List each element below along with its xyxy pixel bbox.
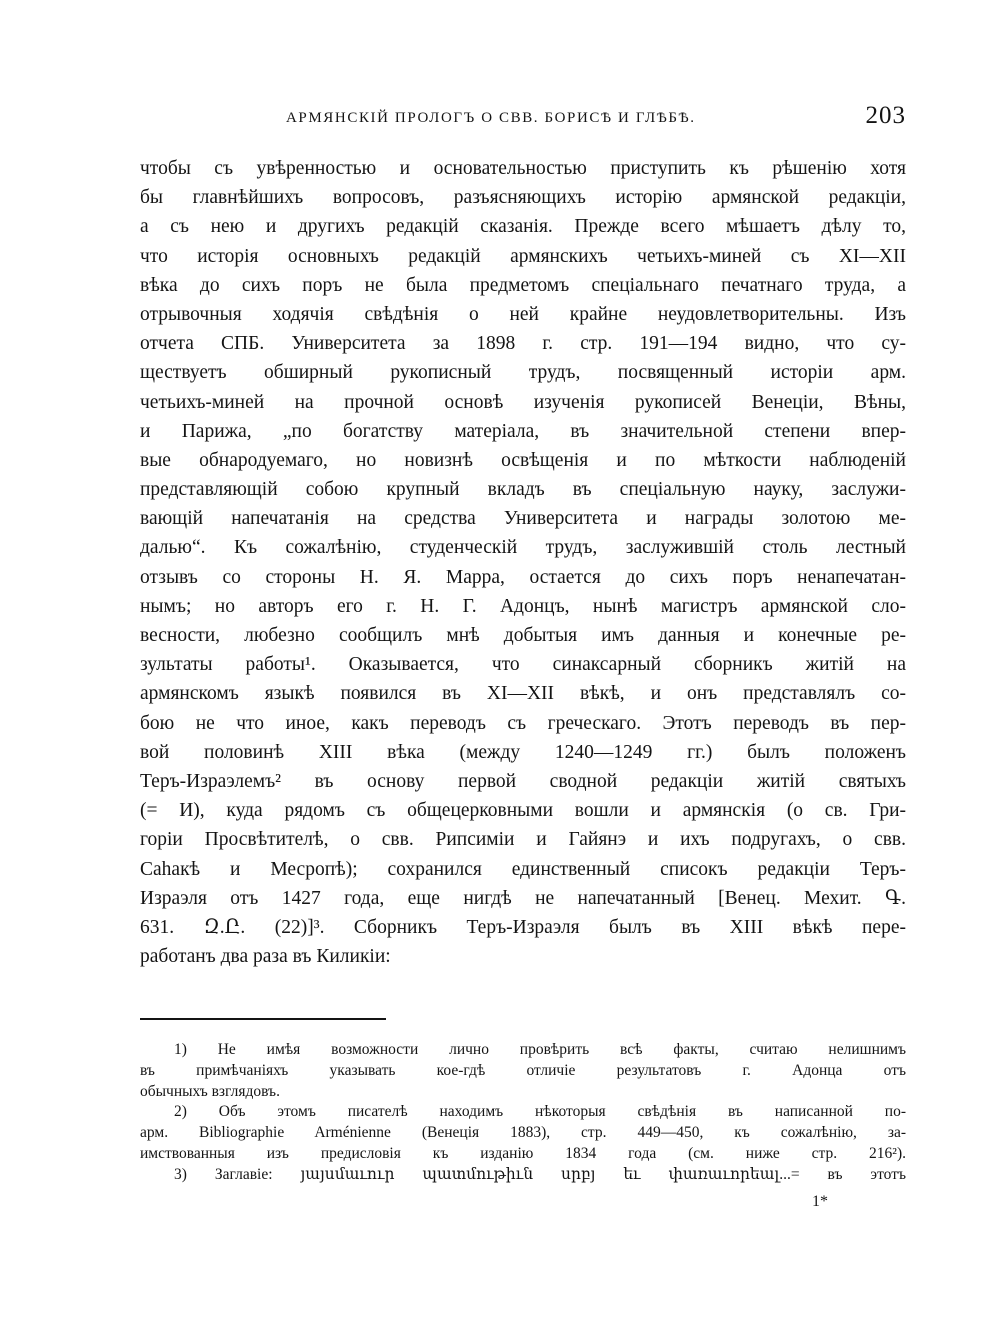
footnote-line: арм. Bibliographie Arménienne (Венеція 1883), стр. 449—450, къ сожалѣнію, за- <box>140 1124 906 1142</box>
text-line: 631. Զ.Ը. (22)]³. Сборникъ Теръ-Израэля былъ въ XIII вѣкѣ пере- <box>140 916 906 938</box>
footnote-line: обычныхъ взглядовъ. <box>140 1082 280 1100</box>
text-line: а съ нею и другихъ редакцій сказанія. Прежде всего мѣшаетъ дѣлу то, <box>140 216 906 238</box>
main-text <box>140 154 906 971</box>
text-line: вой половинѣ XIII вѣка (между 1240—1249 гг.) былъ положенъ <box>140 741 906 763</box>
printer-signature: 1* <box>812 1193 828 1210</box>
text-line: работанъ два раза въ Киликіи: <box>140 946 391 968</box>
text-line: вые обнародуемаго, но новизнѣ освѣщенія и по мѣткости наблюденій <box>140 449 906 471</box>
page-header <box>140 104 906 134</box>
text-line: вѣка до сихъ поръ не была предметомъ спеціальнаго печатнаго труда, а <box>140 274 906 296</box>
text-line: нымъ; но авторъ его г. Н. Г. Адонцъ, нынѣ магистръ армянской сло- <box>140 595 906 617</box>
footnotes <box>140 1040 906 1186</box>
running-head: АРМЯНСКІЙ ПРОЛОГЪ О СВВ. БОРИСѢ И ГЛѢБѢ. <box>286 110 696 126</box>
footnote-line: 2) Объ этомъ писателѣ находимъ нѣкоторыя свѣдѣнія въ написанной по- <box>174 1103 906 1121</box>
text-line: далью“. Къ сожалѣнію, студенческій трудъ, заслужившій столь лестный <box>140 537 906 559</box>
text-line: представляющій собою крупный вкладъ въ спеціальную науку, заслужи- <box>140 479 906 501</box>
text-line: весности, любезно сообщилъ мнѣ добытыя имъ данныя и конечные ре- <box>140 625 906 646</box>
text-line: (= И), куда рядомъ съ общецерковными вошли и армянскія (о св. Гри- <box>140 800 906 822</box>
text-line: отчета СПБ. Университета за 1898 г. стр. 191—194 видно, что су- <box>140 333 906 355</box>
text-line: Теръ-Израэлемъ² въ основу первой сводной редакціи житій святыхъ <box>140 770 906 792</box>
footnote-line: въ примѣчаніяхъ указывать кое-гдѣ отличіе результатовъ г. Адонца отъ <box>140 1061 906 1079</box>
text-line: Израэля отъ 1427 года, еще нигдѣ не напечатанный [Венец. Мехит. Գ. <box>140 887 906 909</box>
footnote-line: 1) Не имѣя возможности лично провѣрить всѣ факты, считаю нелишнимъ <box>174 1041 906 1058</box>
text-line: бою не что иное, какъ переводъ съ греческаго. Этотъ переводъ въ пер- <box>140 712 906 734</box>
footnote-line: 3) Заглавіе: յայսմաւուր պատմութիւն սրբյ եւ փառաւորեալ...= въ этотъ <box>174 1165 906 1183</box>
text-line: вающій напечатанія на средства Университета и награды золотою ме- <box>140 508 906 530</box>
page-number: 203 <box>865 102 906 129</box>
footnote-separator <box>140 1018 386 1020</box>
text-line: Саһакѣ и Месропѣ); сохранился единственный списокъ редакціи Теръ- <box>140 858 906 880</box>
text-line: зультаты работы¹. Оказывается, что синаксарный сборникъ житій на <box>140 654 906 676</box>
text-line: что исторія основныхъ редакцій армянскихъ четьихъ-миней съ XI—XII <box>140 245 906 267</box>
text-line: армянскомъ языкѣ появился въ XI—XII вѣкѣ, и онъ представлялъ со- <box>140 683 906 705</box>
text-line: горіи Просвѣтителѣ, о свв. Рипсиміи и Гайянэ и ихъ подругахъ, о свв. <box>140 829 906 851</box>
text-line: бы главнѣйшихъ вопросовъ, разъясняющихъ исторію армянской редакціи, <box>140 187 906 209</box>
text-line: отрывочныя ходячія свѣдѣнія о ней крайне неудовлетворительны. Изъ <box>140 303 906 325</box>
text-line: и Парижа, „по богатству матеріала, въ значительной степени впер- <box>140 420 906 442</box>
text-line: отзывъ со стороны Н. Я. Марра, остается до сихъ поръ ненапечатан- <box>140 566 906 588</box>
text-line: ществуетъ обширный рукописный трудъ, посвященный исторіи арм. <box>140 362 906 384</box>
text-line: четьихъ-миней на прочной основѣ изученія рукописей Венеціи, Вѣны, <box>140 391 906 413</box>
text-line: чтобы съ увѣренностью и основательностью приступить къ рѣшенію хотя <box>140 158 906 179</box>
footnote-line: имствованныя изъ предисловія къ изданію 1834 года (см. ниже стр. 216²). <box>140 1144 906 1162</box>
